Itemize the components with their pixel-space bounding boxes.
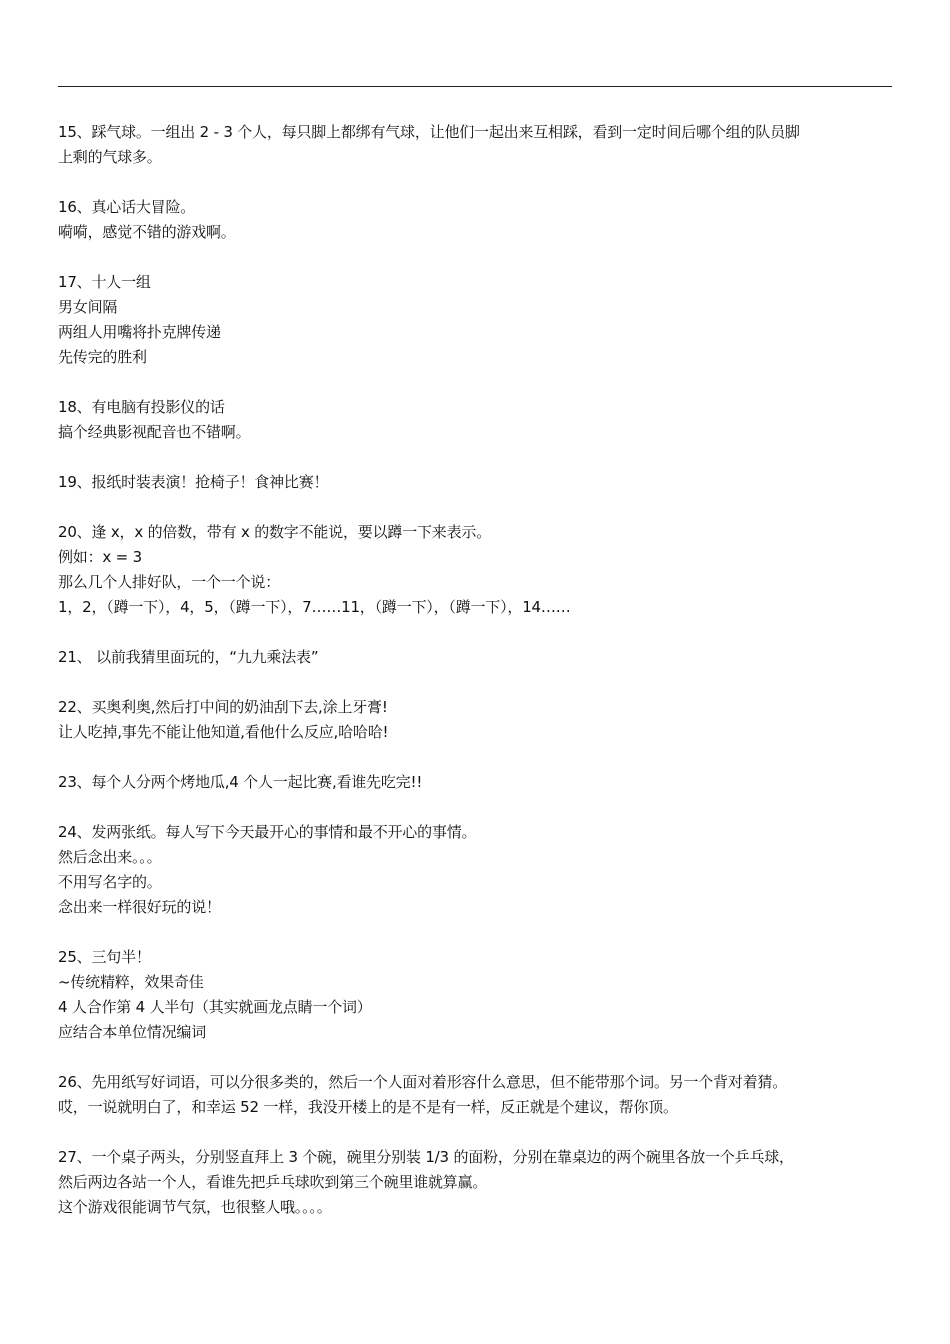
text-line: 然后念出来。。。	[58, 848, 162, 866]
text-line: 那么几个人排好队，一个一个说：	[58, 573, 281, 591]
paragraph-item	[58, 395, 898, 445]
header-rule	[58, 86, 892, 87]
text-line: 25、三句半！	[58, 948, 151, 966]
text-line: 16、真心话大冒险。	[58, 198, 196, 216]
paragraph-item	[58, 470, 898, 495]
paragraph-item	[58, 520, 898, 620]
text-line: 24、发两张纸。每人写下今天最开心的事情和最不开心的事情。	[58, 823, 477, 841]
paragraph-item	[58, 820, 898, 920]
text-line: 念出来一样很好玩的说！	[58, 898, 221, 916]
text-line: 先传完的胜利	[58, 348, 147, 366]
text-line: 两组人用嘴将扑克牌传递	[58, 323, 221, 341]
text-line: 应结合本单位情况编词	[58, 1023, 207, 1041]
document-body	[58, 120, 898, 1245]
text-line: 23、每个人分两个烤地瓜,4 个人一起比赛,看谁先吃完!!	[58, 773, 423, 791]
text-line: 哎，一说就明白了，和幸运 52 一样，我没开楼上的是不是有一样，反正就是个建议，帮你顶。	[58, 1098, 678, 1116]
text-line: 21、 以前我猜里面玩的，“九九乘法表”	[58, 648, 319, 666]
text-line: 4 人合作第 4 人半句（其实就画龙点睛一个词）	[58, 998, 372, 1016]
text-line: 嗬嗬，感觉不错的游戏啊。	[58, 223, 236, 241]
text-line: 22、买奥利奥,然后打中间的奶油刮下去,涂上牙膏!	[58, 698, 388, 716]
text-line: 男女间隔	[58, 298, 118, 316]
text-line: 15、踩气球。一组出 2 - 3 个人，每只脚上都绑有气球，让他们一起出来互相踩，看到一定时间后哪个组的队员脚	[58, 123, 800, 141]
paragraph-item	[58, 195, 898, 245]
text-line: 18、有电脑有投影仪的话	[58, 398, 225, 416]
text-line: 然后两边各站一个人，看谁先把乒乓球吹到第三个碗里谁就算赢。	[58, 1173, 488, 1191]
text-line: 26、先用纸写好词语，可以分很多类的，然后一个人面对着形容什么意思，但不能带那个词。另一个背对着猜。	[58, 1073, 788, 1091]
text-line: 1，2，（蹲一下），4，5，（蹲一下），7……11，（蹲一下），（蹲一下），14……	[58, 598, 571, 616]
text-line: 这个游戏很能调节气氛，也很整人哦。。。。	[58, 1198, 332, 1216]
text-line: 19、报纸时装表演！抢椅子！食神比赛！	[58, 473, 329, 491]
paragraph-item	[58, 1145, 898, 1220]
text-line: 例如：x = 3	[58, 548, 142, 566]
paragraph-item	[58, 695, 898, 745]
paragraph-item	[58, 270, 898, 370]
text-line: 17、十人一组	[58, 273, 151, 291]
paragraph-item	[58, 770, 898, 795]
text-line: 让人吃掉,事先不能让他知道,看他什么反应,哈哈哈!	[58, 723, 389, 741]
paragraph-item	[58, 120, 898, 170]
text-line: 27、一个桌子两头，分别竖直拜上 3 个碗，碗里分别装 1/3 的面粉，分别在靠桌边的两个碗里各放一个乒乓球，	[58, 1148, 794, 1166]
paragraph-item	[58, 1070, 898, 1120]
text-line: 上剩的气球多。	[58, 148, 162, 166]
text-line: ~传统精粹，效果奇佳	[58, 973, 204, 991]
text-line: 不用写名字的。	[58, 873, 162, 891]
text-line: 20、逢 x，x 的倍数，带有 x 的数字不能说，要以蹲一下来表示。	[58, 523, 491, 541]
paragraph-item	[58, 645, 898, 670]
text-line: 搞个经典影视配音也不错啊。	[58, 423, 251, 441]
paragraph-item	[58, 945, 898, 1045]
